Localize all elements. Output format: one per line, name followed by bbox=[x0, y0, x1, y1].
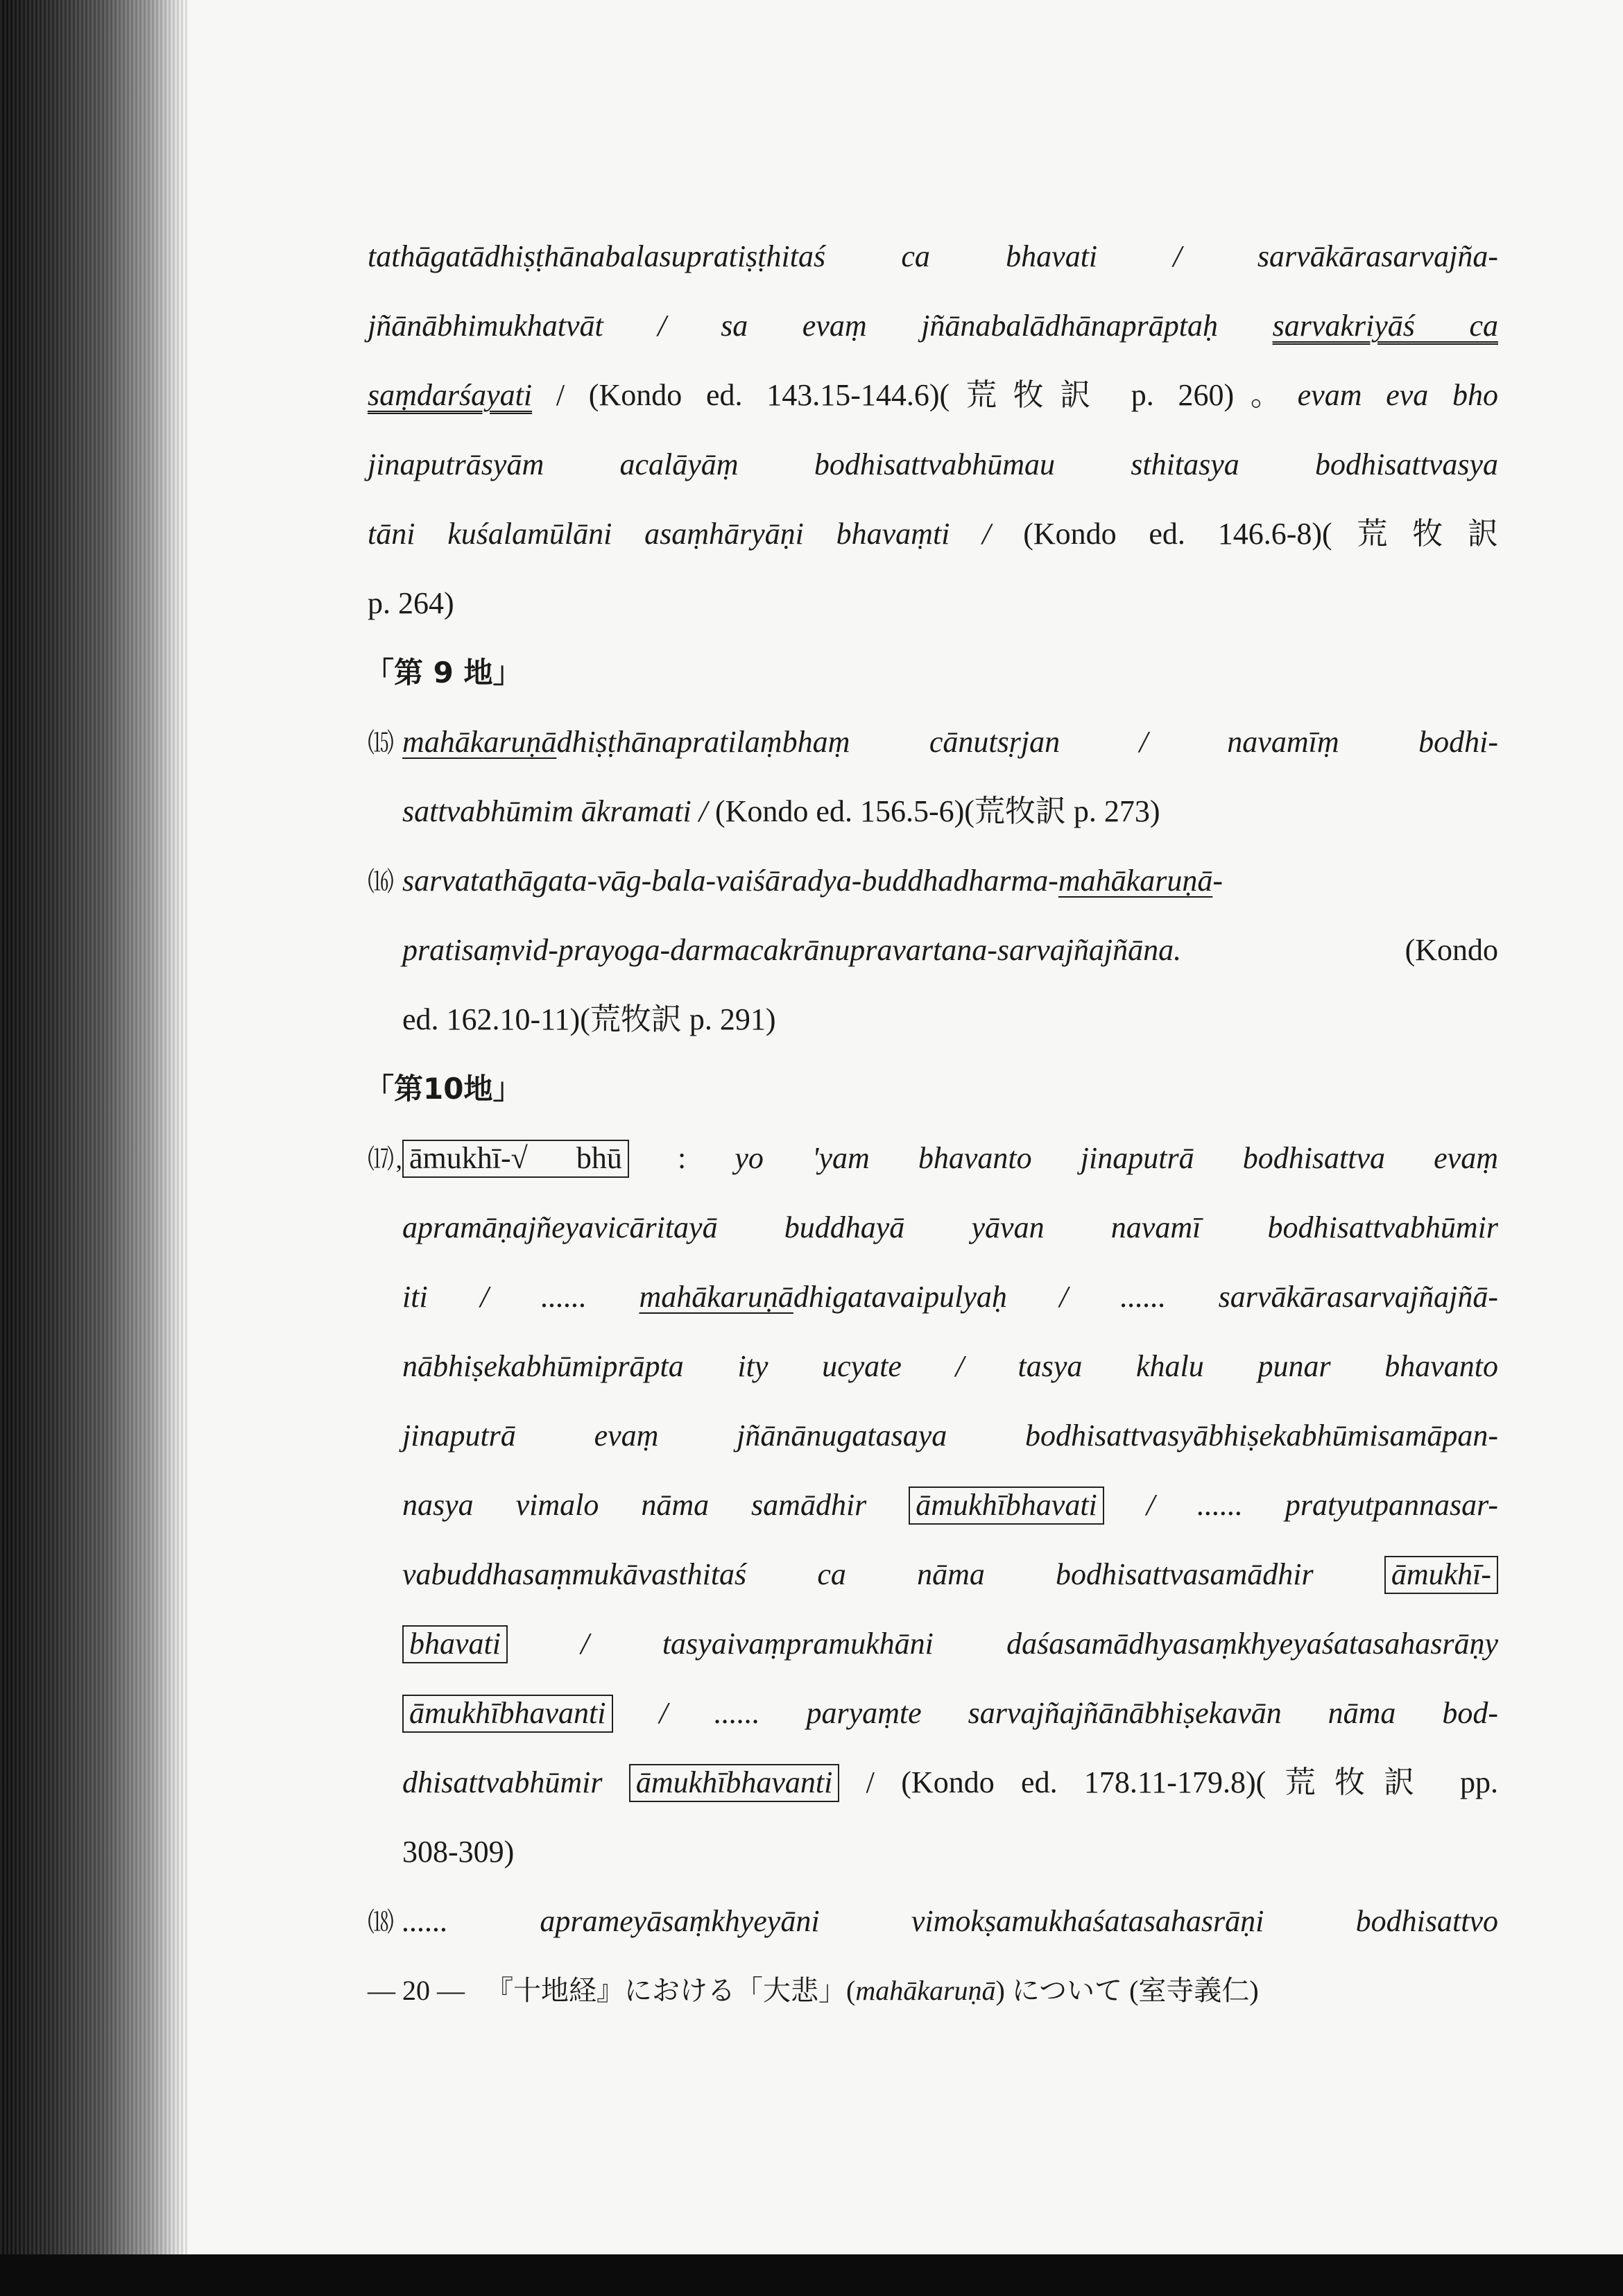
boxed-term: bhavati bbox=[402, 1625, 508, 1663]
item-17-line-10: dhisattvabhūmir āmukhībhavanti / (Kondo ed. 178.11-179.8)(荒牧訳 pp. bbox=[368, 1748, 1498, 1817]
boxed-term: āmukhī-√ bhū bbox=[402, 1140, 629, 1178]
page-footer bbox=[368, 1970, 1477, 2012]
item-17-line-2: apramāṇajñeyavicāritayā buddhayā yāvan navamī bodhisattvabhūmir bbox=[402, 1210, 1498, 1244]
book-binding-shadow bbox=[0, 0, 187, 2254]
item-number-16: ⒃ bbox=[368, 868, 395, 897]
boxed-term: āmukhī- bbox=[1384, 1556, 1498, 1594]
text-line-3: saṃdarśayati / (Kondo ed. 143.15-144.6)(荒牧訳 p. 260)。evam eva bho bbox=[368, 378, 1498, 412]
item-17-line-11: 308-309) bbox=[402, 1835, 515, 1869]
text-line-2: jñānābhimukhatvāt / sa evaṃ jñānabalādhānaprāptaḥ sarvakriyāś ca bbox=[368, 309, 1498, 343]
item-15-line-2: sattvabhūmim ākramati / (Kondo ed. 156.5-6)(荒牧訳 p. 273) bbox=[402, 794, 1160, 828]
scan-bottom-edge bbox=[0, 2254, 1623, 2296]
item-17-line-1: ⒄, āmukhī-√ bhū : yo 'yam bhavanto jinaputrā bodhisattva evaṃ bbox=[368, 1124, 1498, 1193]
item-16-line-2: pratisaṃvid-prayoga-darmacakrānupravartana-sarvajñajñāna. (Kondo bbox=[402, 933, 1498, 967]
section-heading-10: 「第10地」 bbox=[365, 1072, 522, 1106]
item-17-line-3: iti / ...... mahākaruṇādhigatavaipulyaḥ / ...... sarvākārasarvajñajñā- bbox=[402, 1280, 1498, 1314]
text-line-4: jinaputrāsyām acalāyāṃ bodhisattvabhūmau sthitasya bodhisattvasya bbox=[368, 447, 1498, 481]
text-line-5: tāni kuśalamūlāni asaṃhāryāṇi bhavaṃti / (Kondo ed. 146.6-8)(荒牧訳 bbox=[368, 517, 1498, 551]
text-line-6: p. 264) bbox=[368, 586, 454, 620]
item-17-line-5: jinaputrā evaṃ jñānānugatasaya bodhisattvasyābhiṣekabhūmisamāpan- bbox=[402, 1419, 1498, 1453]
item-number-15: ⒂ bbox=[368, 729, 395, 758]
item-15-line-1: ⒂ mahākaruṇādhiṣṭhānapratilaṃbhaṃ cānutsṛjan / navamīṃ bodhi- bbox=[368, 708, 1498, 777]
page-number: — 20 — bbox=[368, 1975, 465, 2006]
item-17-line-9: āmukhībhavanti / ...... paryaṃte sarvajñajñānābhiṣekavān nāma bod- bbox=[368, 1679, 1498, 1748]
item-18-line-1: ⒅ ...... aprameyāsaṃkhyeyāni vimokṣamukhaśatasahasrāṇi bodhisattvo bbox=[368, 1887, 1498, 1956]
item-17-line-4: nābhiṣekabhūmiprāpta ity ucyate / tasya khalu punar bhavanto bbox=[402, 1349, 1498, 1383]
running-title: 『十地経』における「大悲」(mahākaruṇā) について (室寺義仁) bbox=[486, 1975, 1259, 2006]
item-17-line-7: vabuddhasaṃmukāvasthitaś ca nāma bodhisattvasamādhir āmukhī- bbox=[368, 1540, 1498, 1609]
item-17-line-6: nasya vimalo nāma samādhir āmukhībhavati / ...... pratyutpannasar- bbox=[368, 1471, 1498, 1540]
item-16-line-1: ⒃ sarvatathāgata-vāg-bala-vaiśāradya-buddhadharma-mahākaruṇā- bbox=[368, 846, 1498, 916]
boxed-term: āmukhībhavati bbox=[909, 1487, 1104, 1525]
item-16-line-3: ed. 162.10-11)(荒牧訳 p. 291) bbox=[402, 1002, 776, 1036]
item-number-18: ⒅ bbox=[368, 1908, 395, 1937]
text-line-1: tathāgatādhiṣṭhānabalasupratiṣṭhitaś ca bhavati / sarvākārasarvajña- bbox=[368, 239, 1498, 273]
item-17-line-8: bhavati / tasyaivaṃpramukhāni daśasamādhyasaṃkhyeyaśatasahasrāṇy bbox=[368, 1609, 1498, 1679]
boxed-term: āmukhībhavanti bbox=[402, 1695, 613, 1733]
boxed-term: āmukhībhavanti bbox=[629, 1764, 840, 1802]
item-number-17: ⒄, bbox=[368, 1145, 402, 1174]
section-heading-9: 「第 9 地」 bbox=[365, 656, 522, 689]
page-body bbox=[365, 222, 1499, 1956]
